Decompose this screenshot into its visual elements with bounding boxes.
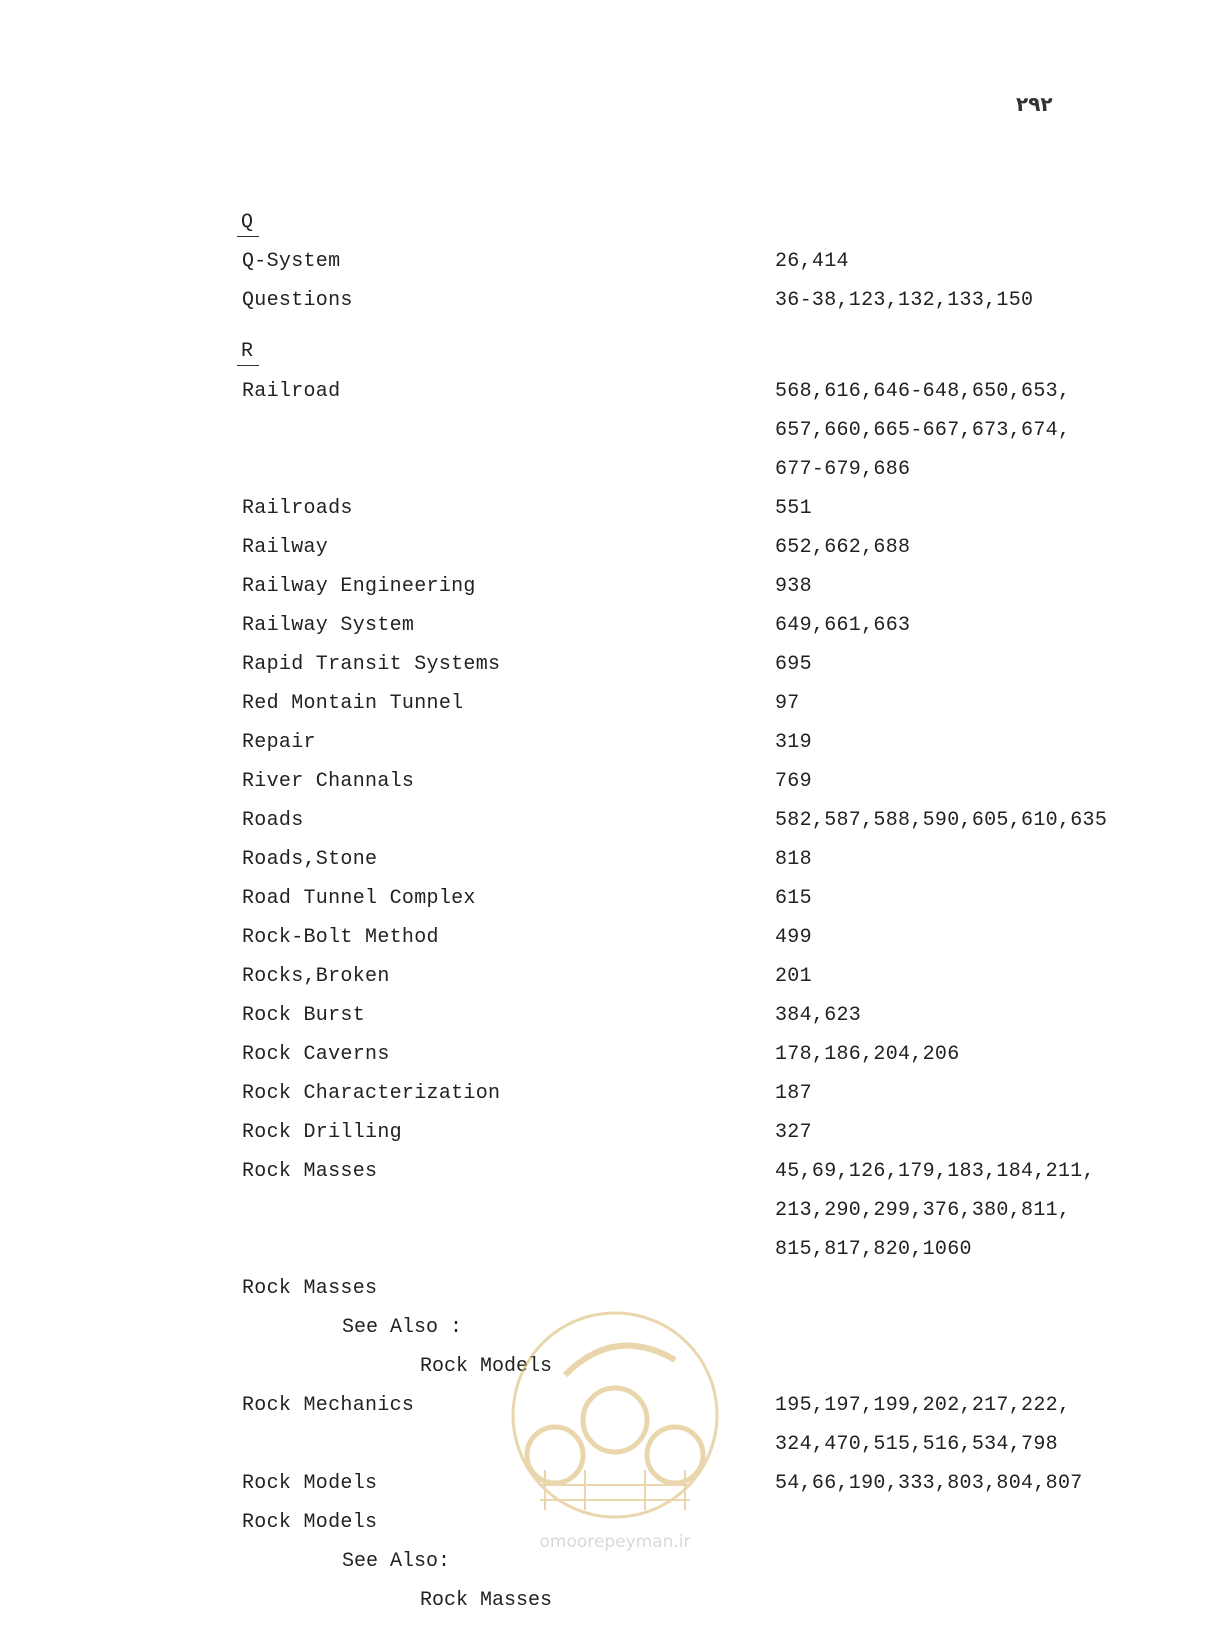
index-term: Railroads xyxy=(242,497,353,520)
page-number: ۲۹۲ xyxy=(1016,92,1053,116)
page-refs: 319 xyxy=(775,731,812,754)
index-term: Rock Masses xyxy=(242,1160,378,1183)
see-also-ref: Rock Models xyxy=(420,1355,553,1378)
page-refs: 657,660,665-667,673,674, xyxy=(775,419,1071,442)
page-refs: 499 xyxy=(775,926,812,949)
page-refs: 26,414 xyxy=(775,250,849,273)
page-refs: 615 xyxy=(775,887,812,910)
index-term: Railway Engineering xyxy=(242,575,476,598)
index-term: Rock-Bolt Method xyxy=(242,926,439,949)
page-refs: 213,290,299,376,380,811, xyxy=(775,1199,1071,1222)
index-term: Rock Burst xyxy=(242,1004,366,1027)
page-refs: 818 xyxy=(775,848,812,871)
page-refs: 324,470,515,516,534,798 xyxy=(775,1433,1058,1456)
page-refs: 769 xyxy=(775,770,812,793)
index-term: Railway System xyxy=(242,614,415,637)
index-term: Railroad xyxy=(242,380,341,403)
index-term: Questions xyxy=(242,289,353,312)
index-term: Rock Caverns xyxy=(242,1043,390,1066)
page-refs: 97 xyxy=(775,692,800,715)
see-also-ref: Rock Masses xyxy=(420,1589,553,1612)
index-term: Rock Models xyxy=(242,1511,378,1534)
page-refs: 652,662,688 xyxy=(775,536,911,559)
index-term: Road Tunnel Complex xyxy=(242,887,476,910)
page-refs: 551 xyxy=(775,497,812,520)
index-term: Rapid Transit Systems xyxy=(242,653,501,676)
watermark-text: omoorepeyman.ir xyxy=(539,1532,691,1552)
page-refs: 815,817,820,1060 xyxy=(775,1238,972,1261)
index-term: Rock Masses xyxy=(242,1277,378,1300)
index-term: Roads,Stone xyxy=(242,848,378,871)
index-term: Q-System xyxy=(242,250,341,273)
index-term: Rock Models xyxy=(242,1472,378,1495)
page-refs: 938 xyxy=(775,575,812,598)
section-letter-r: R xyxy=(241,340,254,363)
page-refs: 649,661,663 xyxy=(775,614,911,637)
index-term: Repair xyxy=(242,731,316,754)
index-term: Rock Mechanics xyxy=(242,1394,415,1417)
page-refs: 582,587,588,590,605,610,635 xyxy=(775,809,1108,832)
index-term: River Channals xyxy=(242,770,415,793)
page-refs: 195,197,199,202,217,222, xyxy=(775,1394,1071,1417)
index-term: Rock Characterization xyxy=(242,1082,501,1105)
index-term: Roads xyxy=(242,809,304,832)
page-refs: 327 xyxy=(775,1121,812,1144)
page-refs: 187 xyxy=(775,1082,812,1105)
section-letter-q: Q xyxy=(241,211,254,234)
page-refs: 695 xyxy=(775,653,812,676)
page-refs: 36-38,123,132,133,150 xyxy=(775,289,1034,312)
index-term: Red Montain Tunnel xyxy=(242,692,464,715)
page-refs: 178,186,204,206 xyxy=(775,1043,960,1066)
page-refs: 568,616,646-648,650,653, xyxy=(775,380,1071,403)
see-also-label: See Also : xyxy=(342,1316,463,1339)
page-refs: 54,66,190,333,803,804,807 xyxy=(775,1472,1083,1495)
index-term: Rock Drilling xyxy=(242,1121,402,1144)
page-refs: 677-679,686 xyxy=(775,458,911,481)
watermark-logo xyxy=(505,1305,725,1555)
page-refs: 201 xyxy=(775,965,812,988)
index-term: Railway xyxy=(242,536,329,559)
see-also-label: See Also: xyxy=(342,1550,451,1573)
index-term: Rocks,Broken xyxy=(242,965,390,988)
page-refs: 384,623 xyxy=(775,1004,862,1027)
page-refs: 45,69,126,179,183,184,211, xyxy=(775,1160,1095,1183)
